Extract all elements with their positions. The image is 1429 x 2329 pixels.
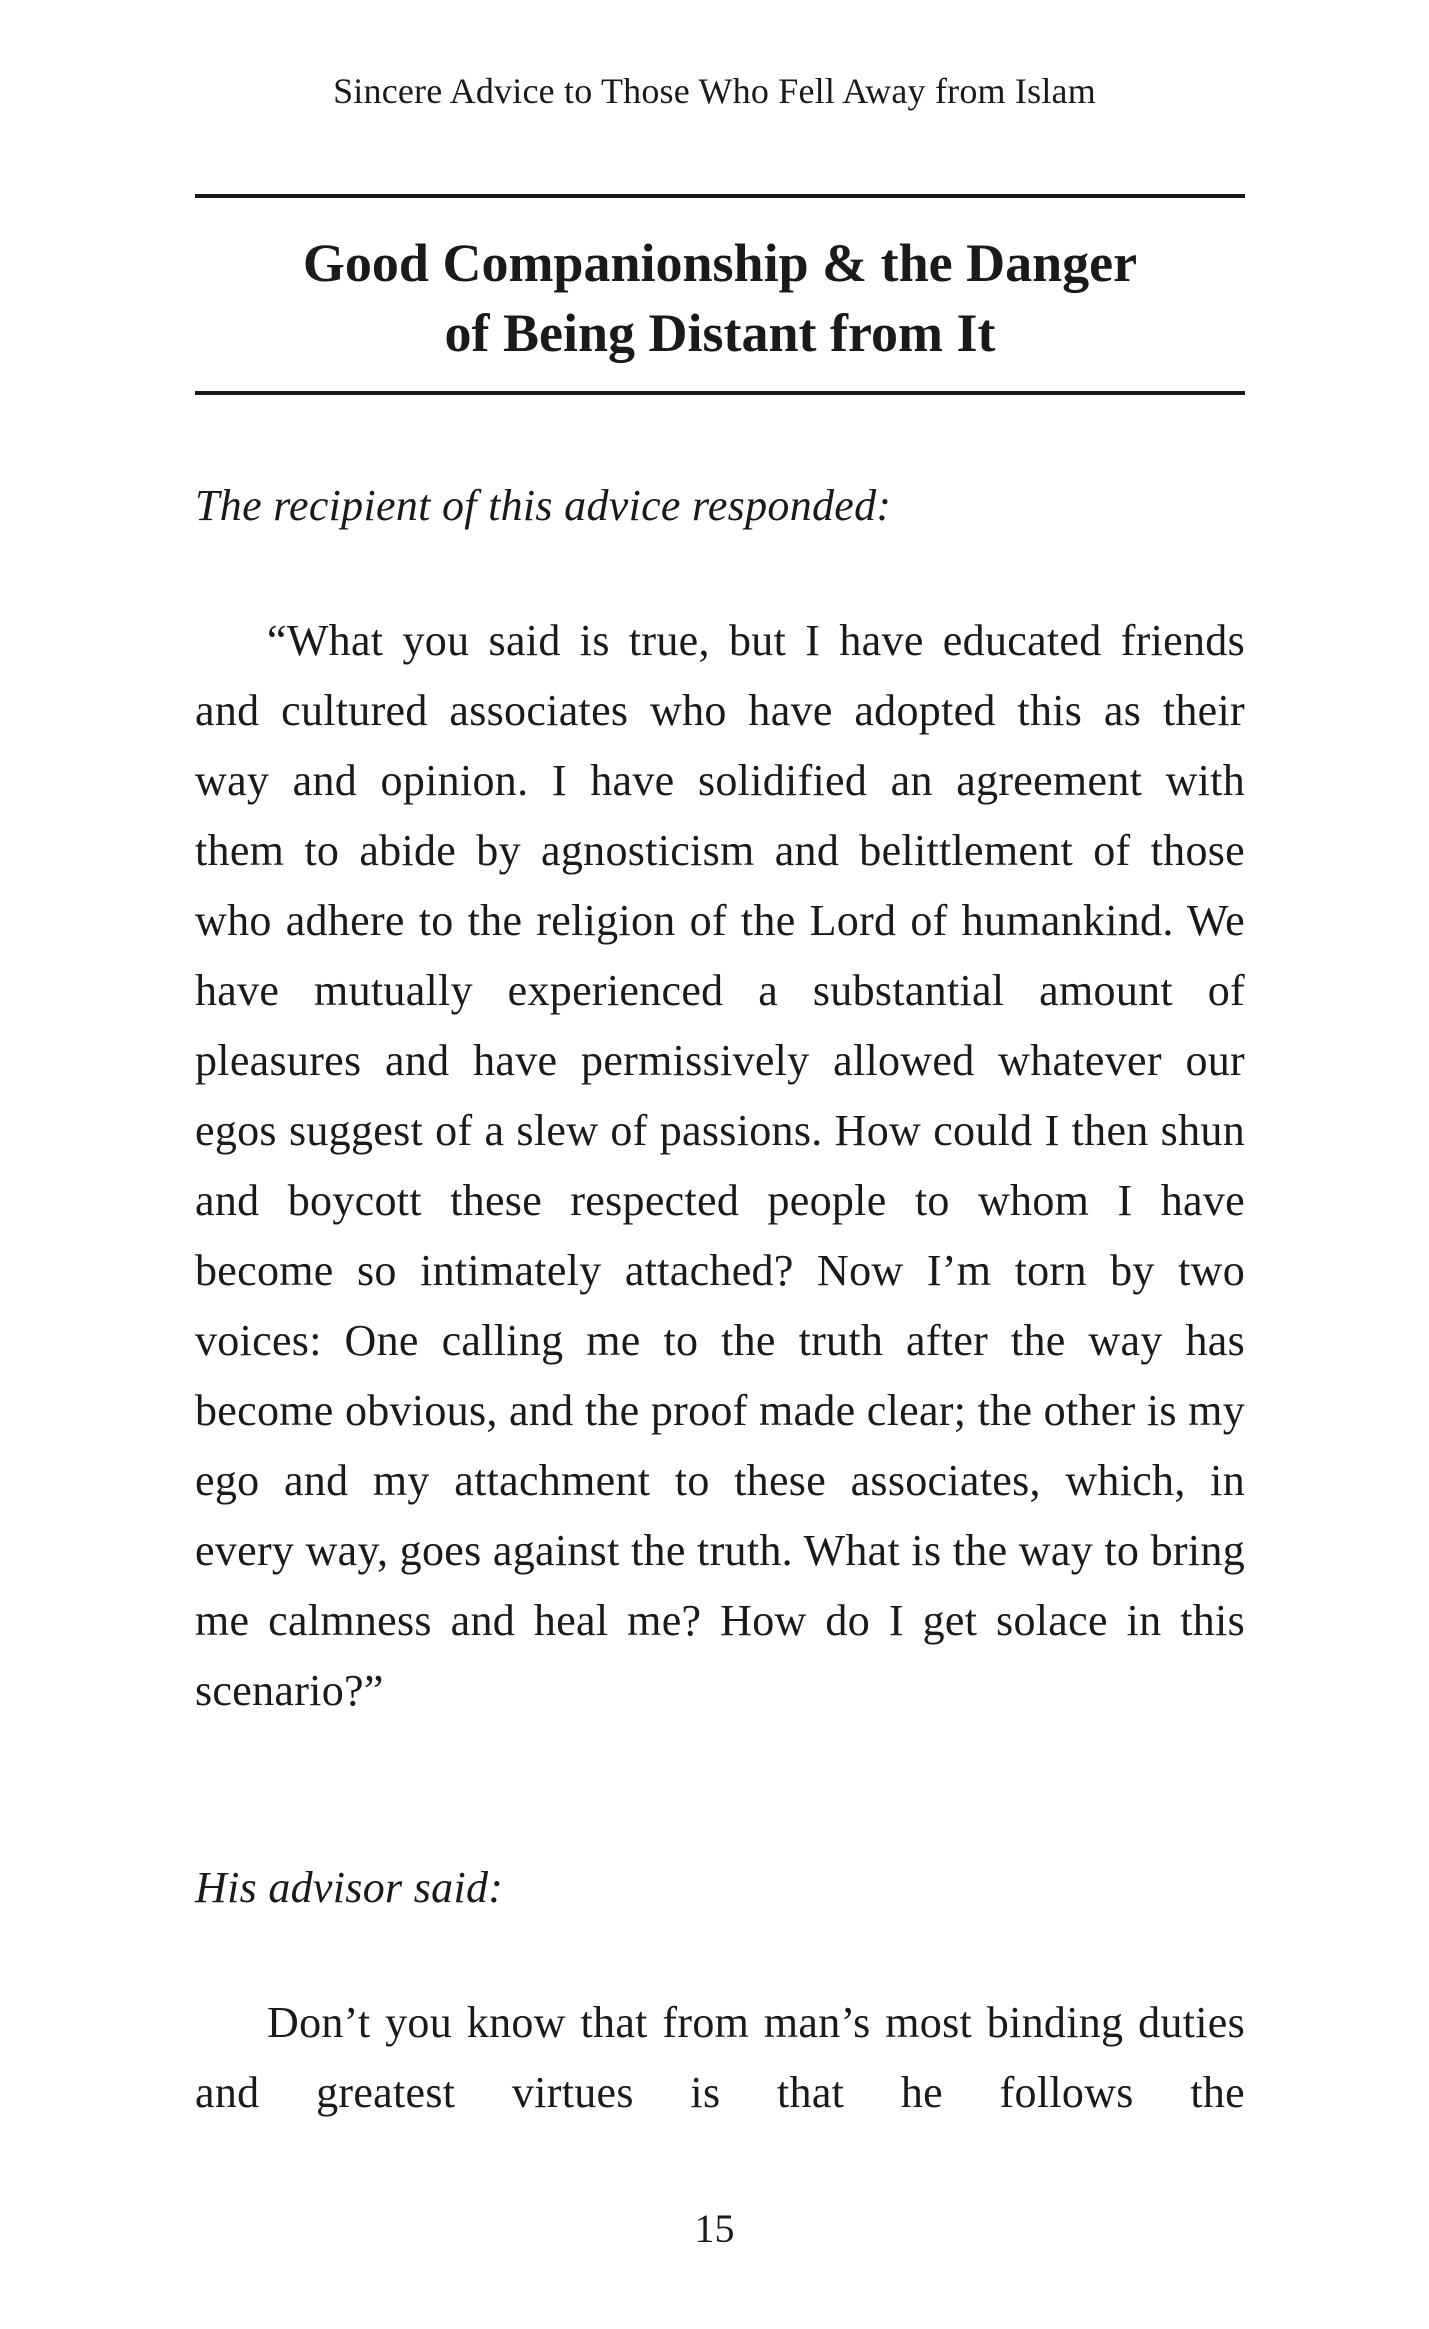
page-number: 15: [694, 2206, 735, 2251]
chapter-title-line-1: Good Companionship & the Danger: [302, 233, 1138, 293]
recipient-intro: The recipient of this advice responded:: [195, 481, 892, 530]
title-bottom-rule: [195, 391, 1245, 395]
advisor-reply-paragraph: Don’t you know that from man’s most binding duties and greatest virtues is that he follows the: [195, 1998, 1245, 2117]
chapter-title-line-2: of Being Distant from It: [444, 303, 996, 363]
chapter-title: [195, 228, 1245, 368]
title-top-rule: [195, 194, 1245, 198]
recipient-quote-paragraph: “What you said is true, but I have educated friends and cultured associates who have adopted this as their way and opinion. I have solidified an agreement with them to abide by agnosticism and belittlement of those who adhere to the religion of the Lord of humankind. We have mutually experienced a substantial amount of pleasures and have permissively allowed whatever our egos suggest of a slew of passions. How could I then shun and boycott these respected people to whom I have become so intimately attached? Now I’m torn by two voices: One calling me to the truth after the way has become obvious, and the proof made clear; the other is my ego and my attachment to these associates, which, in every way, goes against the truth. What is the way to bring me calmness and heal me? How do I get solace in this scenario?”: [195, 616, 1245, 1715]
running-header: Sincere Advice to Those Who Fell Away from Islam: [333, 71, 1096, 111]
advisor-intro: His advisor said:: [195, 1863, 504, 1912]
